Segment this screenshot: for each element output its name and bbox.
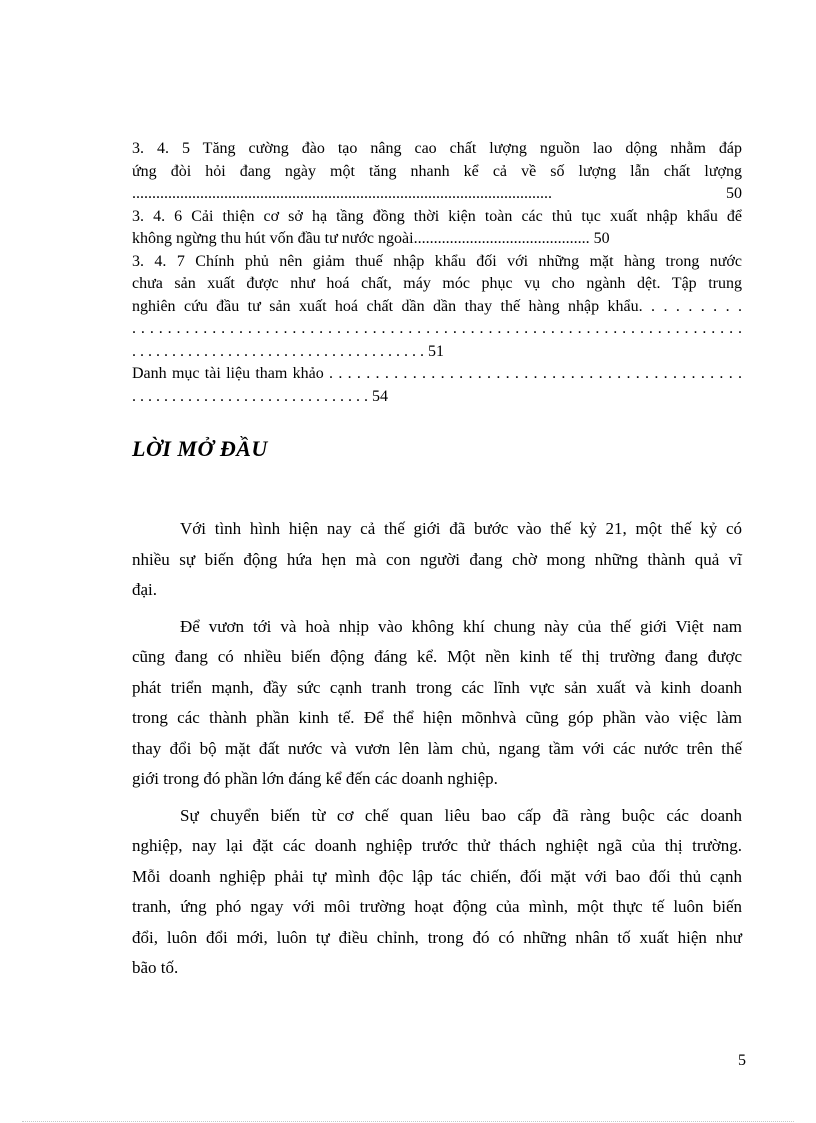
paragraph-line: tranh, ứng phó ngay với môi trường hoạt động của mình, một thực tế luôn biến [132, 897, 742, 916]
toc-line: . . . . . . . . . . . . . . . . . . . . . . . . . . . . . . 54 [132, 387, 388, 405]
body-text [132, 514, 742, 990]
paragraph [132, 514, 742, 606]
paragraph-line: thay đổi bộ mặt đất nước và vươn lên làm chủ, ngang tầm với các nước trên thế [132, 738, 742, 758]
paragraph-line: bão tố. [132, 958, 179, 977]
toc-line: 3. 4. 6 Cải thiện cơ sở hạ tầng đồng thời kiện toàn các thủ tục xuất nhập khẩu để [132, 207, 742, 225]
toc-line: ......................................................................................................... 50 [132, 185, 742, 202]
paragraph-line: đổi, luôn đổi mới, luôn tự điều chỉnh, trong đó có những nhân tố xuất hiện như [132, 927, 742, 947]
paragraph-line: nghiệp, nay lại đặt các doanh nghiệp trước thử thách nghiệt ngã của thị trường. [132, 836, 742, 855]
paragraph-line: Để vươn tới và hoà nhịp vào không khí chung này của thế giới Việt nam [180, 616, 742, 636]
paragraph-line: giới trong đó phần lớn đáng kể đến các doanh nghiệp. [132, 769, 498, 788]
toc-line: nghiên cứu đầu tư sản xuất hoá chất dần dần thay thế hàng nhập khẩu. . . . . . . . . [132, 297, 742, 315]
table-of-contents [132, 138, 742, 408]
section-heading: LỜI MỞ ĐẦU [132, 436, 268, 461]
toc-line: Danh mục tài liệu tham khảo . . . . . . . . . . . . . . . . . . . . . . . . . . . . . . . . . . . . . . . . . . . . . [132, 365, 742, 382]
toc-line: 3. 4. 5 Tăng cường đào tạo nâng cao chất lượng nguồn lao dộng nhằm đáp [132, 140, 742, 157]
footer-divider [22, 1121, 794, 1122]
paragraph-line: phát triển mạnh, đầy sức cạnh tranh trong các lĩnh vực sản xuất và kinh doanh [132, 677, 742, 697]
paragraph [132, 612, 742, 795]
toc-line: 3. 4. 7 Chính phủ nên giảm thuế nhập khẩu đối với những mặt hàng trong nước [132, 252, 742, 270]
toc-line: . . . . . . . . . . . . . . . . . . . . . . . . . . . . . . . . . . . . . . . . . . . . . . . . . . . . . . . . . . . . . . . . . . . . . [132, 320, 742, 337]
page-number: 5 [738, 1052, 746, 1069]
paragraph-line: Sự chuyển biến từ cơ chế quan liêu bao cấp đã ràng buộc các doanh [180, 805, 742, 825]
paragraph-line: Với tình hình hiện nay cả thế giới đã bước vào thế kỷ 21, một thế kỷ có [180, 519, 742, 538]
toc-line: ứng đòi hỏi đang ngày một tăng nhanh kể cả về số lượng lẫn chất lượng [132, 162, 742, 180]
toc-line: . . . . . . . . . . . . . . . . . . . . . . . . . . . . . . . . . . . . . 51 [132, 342, 444, 360]
toc-line: không ngừng thu hút vốn đầu tư nước ngoài............................................ 50 [132, 230, 610, 247]
paragraph-line: đại. [132, 580, 158, 599]
paragraph-line: nhiều sự biến động hứa hẹn mà con người đang chờ mong những thành quả vĩ [132, 549, 742, 569]
paragraph-line: Mỗi doanh nghiệp phải tự mình độc lập tác chiến, đối mặt với bao đối thủ cạnh [132, 866, 742, 886]
paragraph-line: cũng đang có nhiều biến động đáng kể. Một nền kinh tế thị trường đang được [132, 647, 742, 666]
paragraph-line: trong các thành phần kinh tế. Để thể hiện mõnhvà cũng góp phần vào việc làm [132, 708, 742, 727]
toc-line: chưa sản xuất được như hoá chất, máy móc phục vụ cho ngành dệt. Tập trung [132, 275, 742, 292]
paragraph [132, 801, 742, 984]
